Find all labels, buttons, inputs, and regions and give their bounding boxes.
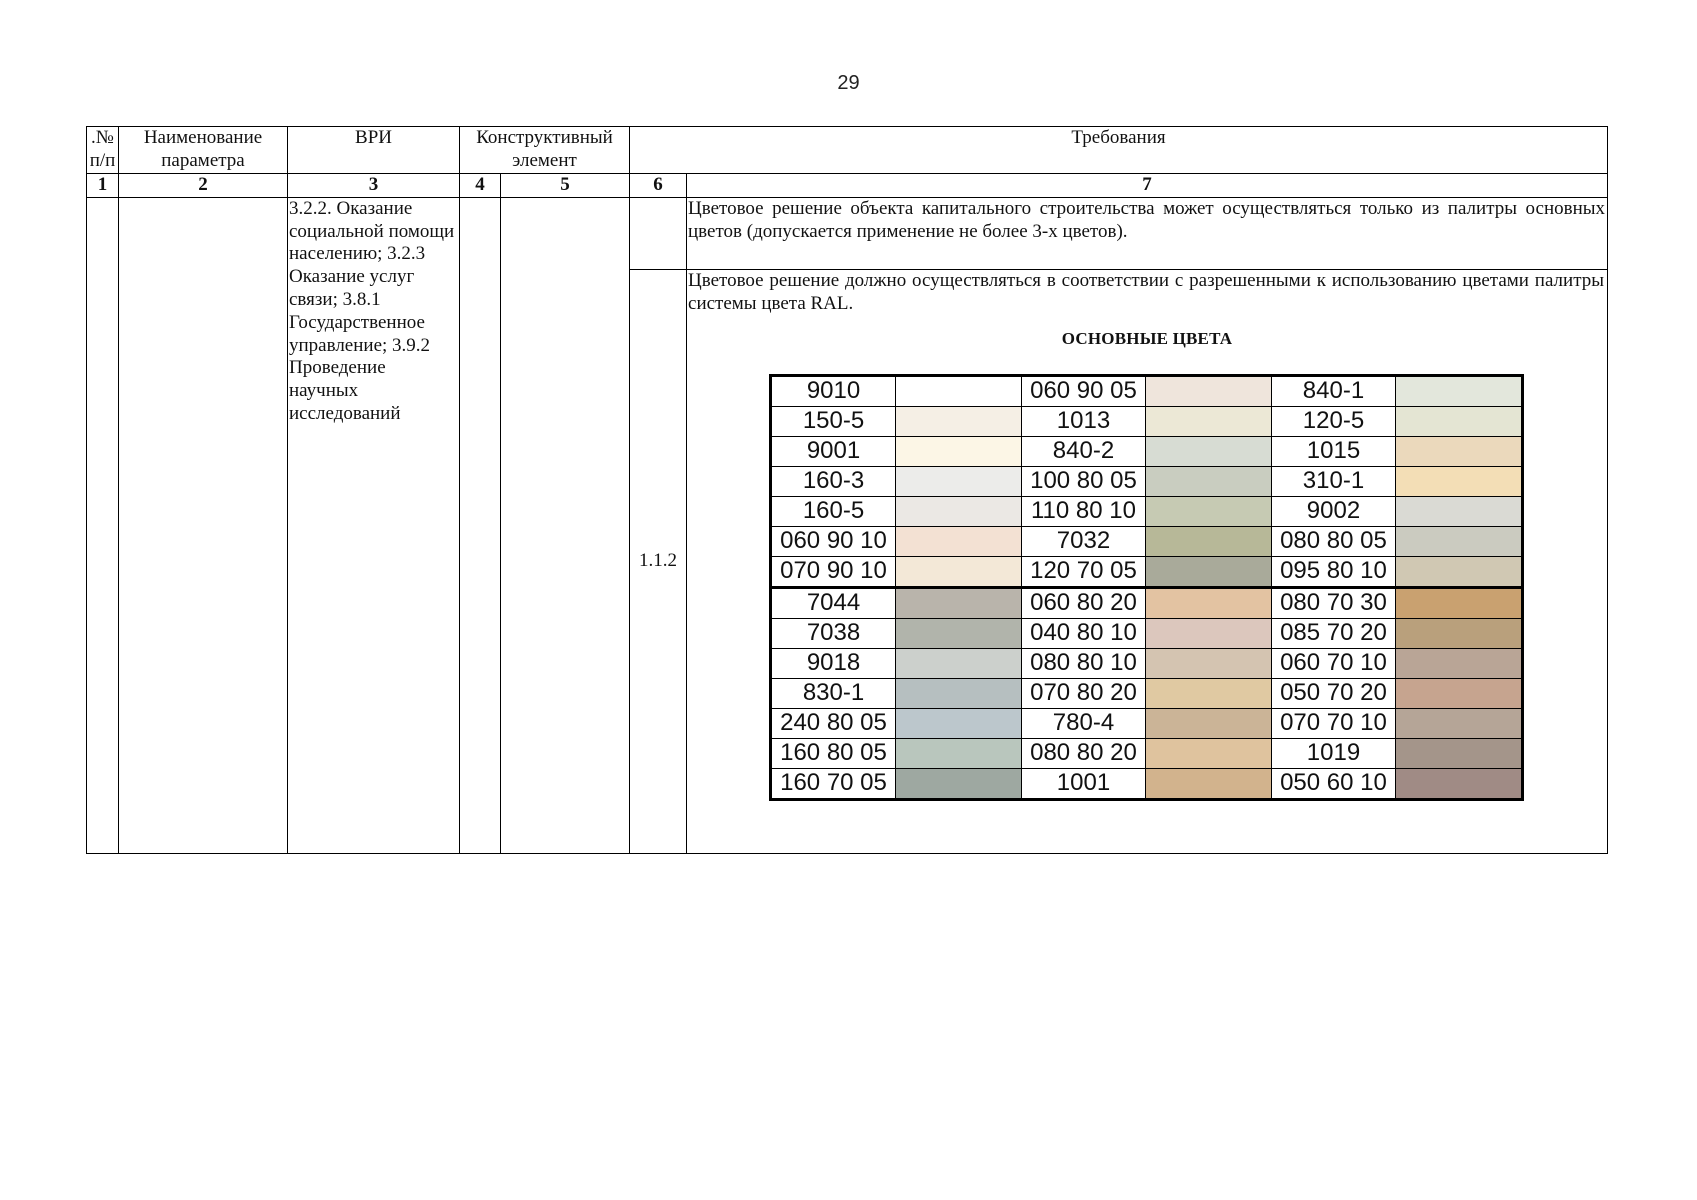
color-code: 9002 <box>1271 496 1395 526</box>
color-swatch <box>1145 738 1271 768</box>
color-swatch <box>896 436 1022 466</box>
palette-row <box>771 708 1523 738</box>
color-swatch <box>1145 436 1271 466</box>
requirements-table <box>86 126 1608 854</box>
col-num-6: 6 <box>630 174 687 198</box>
color-code: 085 70 20 <box>1271 618 1395 648</box>
color-swatch <box>1395 375 1522 406</box>
color-swatch <box>1145 768 1271 799</box>
color-code: 160 80 05 <box>771 738 896 768</box>
color-swatch <box>1395 466 1522 496</box>
palette-row <box>771 436 1523 466</box>
color-code: 080 70 30 <box>1271 587 1395 618</box>
col-num-7: 7 <box>687 174 1608 198</box>
color-swatch <box>1395 526 1522 556</box>
color-swatch <box>1395 436 1522 466</box>
header-requirements: Требования <box>630 127 1608 174</box>
palette-row <box>771 648 1523 678</box>
color-code: 1019 <box>1271 738 1395 768</box>
requirement-row-1 <box>87 197 1608 269</box>
color-code: 840-2 <box>1022 436 1146 466</box>
color-code: 080 80 20 <box>1022 738 1146 768</box>
color-code: 120 70 05 <box>1022 556 1146 587</box>
color-swatch <box>1145 708 1271 738</box>
page-number: 29 <box>837 72 860 94</box>
palette-row <box>771 618 1523 648</box>
palette-row <box>771 406 1523 436</box>
palette-row <box>771 768 1523 799</box>
palette-row <box>771 466 1523 496</box>
color-code: 070 70 10 <box>1271 708 1395 738</box>
color-swatch <box>896 768 1022 799</box>
color-code: 7044 <box>771 587 896 618</box>
color-code: 1015 <box>1271 436 1395 466</box>
color-code: 070 80 20 <box>1022 678 1146 708</box>
col-num-3: 3 <box>288 174 460 198</box>
color-code: 080 80 05 <box>1271 526 1395 556</box>
palette-row <box>771 375 1523 406</box>
item-code-empty <box>630 197 687 269</box>
color-swatch <box>1145 678 1271 708</box>
palette-row <box>771 678 1523 708</box>
color-swatch <box>896 738 1022 768</box>
color-swatch <box>1145 618 1271 648</box>
color-code: 080 80 10 <box>1022 648 1146 678</box>
color-swatch <box>1145 648 1271 678</box>
color-code: 060 80 20 <box>1022 587 1146 618</box>
color-swatch <box>1395 768 1522 799</box>
color-swatch <box>896 587 1022 618</box>
color-swatch <box>1395 678 1522 708</box>
color-code: 060 90 10 <box>771 526 896 556</box>
color-swatch <box>896 406 1022 436</box>
color-swatch <box>1145 587 1271 618</box>
element-cell-a <box>460 197 501 853</box>
color-swatch <box>1145 406 1271 436</box>
color-swatch <box>1145 466 1271 496</box>
requirement-1: Цветовое решение объекта капитального строительства может осуществляться только из палитры основных цветов (допускается применение не более 3-х цветов). <box>687 197 1608 269</box>
color-swatch <box>896 648 1022 678</box>
color-palette-table <box>769 374 1524 801</box>
color-code: 070 90 10 <box>771 556 896 587</box>
color-swatch <box>896 678 1022 708</box>
color-code: 060 90 05 <box>1022 375 1146 406</box>
color-code: 095 80 10 <box>1271 556 1395 587</box>
color-swatch <box>896 466 1022 496</box>
requirement-2: Цветовое решение должно осуществляться в соответствии с разрешенными к использованию цветами палитры системы цвета RAL. <box>688 269 1605 314</box>
color-code: 9018 <box>771 648 896 678</box>
palette-row <box>771 556 1523 587</box>
color-swatch <box>896 708 1022 738</box>
column-numbers-row <box>87 174 1608 198</box>
palette-title: ОСНОВНЫЕ ЦВЕТА <box>1061 329 1233 349</box>
palette-row <box>771 496 1523 526</box>
palette-row <box>771 526 1523 556</box>
color-code: 7038 <box>771 618 896 648</box>
color-code: 7032 <box>1022 526 1146 556</box>
element-cell-b <box>501 197 630 853</box>
palette-row <box>771 738 1523 768</box>
col-num-2: 2 <box>119 174 288 198</box>
color-swatch <box>896 496 1022 526</box>
color-code: 160-5 <box>771 496 896 526</box>
param-cell <box>119 197 288 853</box>
color-swatch <box>1145 496 1271 526</box>
color-swatch <box>1145 526 1271 556</box>
color-code: 040 80 10 <box>1022 618 1146 648</box>
color-code: 830-1 <box>771 678 896 708</box>
color-code: 840-1 <box>1271 375 1395 406</box>
header-param: Наименование параметра <box>119 127 288 174</box>
col-num-5: 5 <box>501 174 630 198</box>
header-row <box>87 127 1608 174</box>
color-swatch <box>1395 708 1522 738</box>
color-swatch <box>1395 556 1522 587</box>
color-swatch <box>896 618 1022 648</box>
color-code: 120-5 <box>1271 406 1395 436</box>
color-swatch <box>1395 648 1522 678</box>
color-code: 110 80 10 <box>1022 496 1146 526</box>
color-code: 160-3 <box>771 466 896 496</box>
color-code: 310-1 <box>1271 466 1395 496</box>
color-swatch <box>1145 375 1271 406</box>
header-vri: ВРИ <box>288 127 460 174</box>
color-swatch <box>1145 556 1271 587</box>
color-swatch <box>1395 587 1522 618</box>
color-swatch <box>1395 738 1522 768</box>
color-code: 9001 <box>771 436 896 466</box>
requirement-2-cell <box>687 269 1608 853</box>
color-swatch <box>1395 618 1522 648</box>
color-code: 9010 <box>771 375 896 406</box>
color-swatch <box>896 375 1022 406</box>
color-swatch <box>896 526 1022 556</box>
color-code: 780-4 <box>1022 708 1146 738</box>
item-code: 1.1.2 <box>630 269 687 853</box>
color-code: 160 70 05 <box>771 768 896 799</box>
color-code: 240 80 05 <box>771 708 896 738</box>
vri-cell: 3.2.2. Оказание социальной помощи населению; 3.2.3 Оказание услуг связи; 3.8.1 Государственное управление; 3.9.2 Проведение научных исследований <box>288 197 460 853</box>
color-swatch <box>1395 406 1522 436</box>
col-num-1: 1 <box>87 174 119 198</box>
header-element: Конструктивный элемент <box>460 127 630 174</box>
color-code: 050 60 10 <box>1271 768 1395 799</box>
palette-row <box>771 587 1523 618</box>
color-code: 1013 <box>1022 406 1146 436</box>
color-swatch <box>896 556 1022 587</box>
color-code: 050 70 20 <box>1271 678 1395 708</box>
color-swatch <box>1395 496 1522 526</box>
color-code: 060 70 10 <box>1271 648 1395 678</box>
color-code: 1001 <box>1022 768 1146 799</box>
header-num: .№ п/п <box>87 127 119 174</box>
col-num-4: 4 <box>460 174 501 198</box>
color-code: 100 80 05 <box>1022 466 1146 496</box>
num-cell <box>87 197 119 853</box>
color-code: 150-5 <box>771 406 896 436</box>
